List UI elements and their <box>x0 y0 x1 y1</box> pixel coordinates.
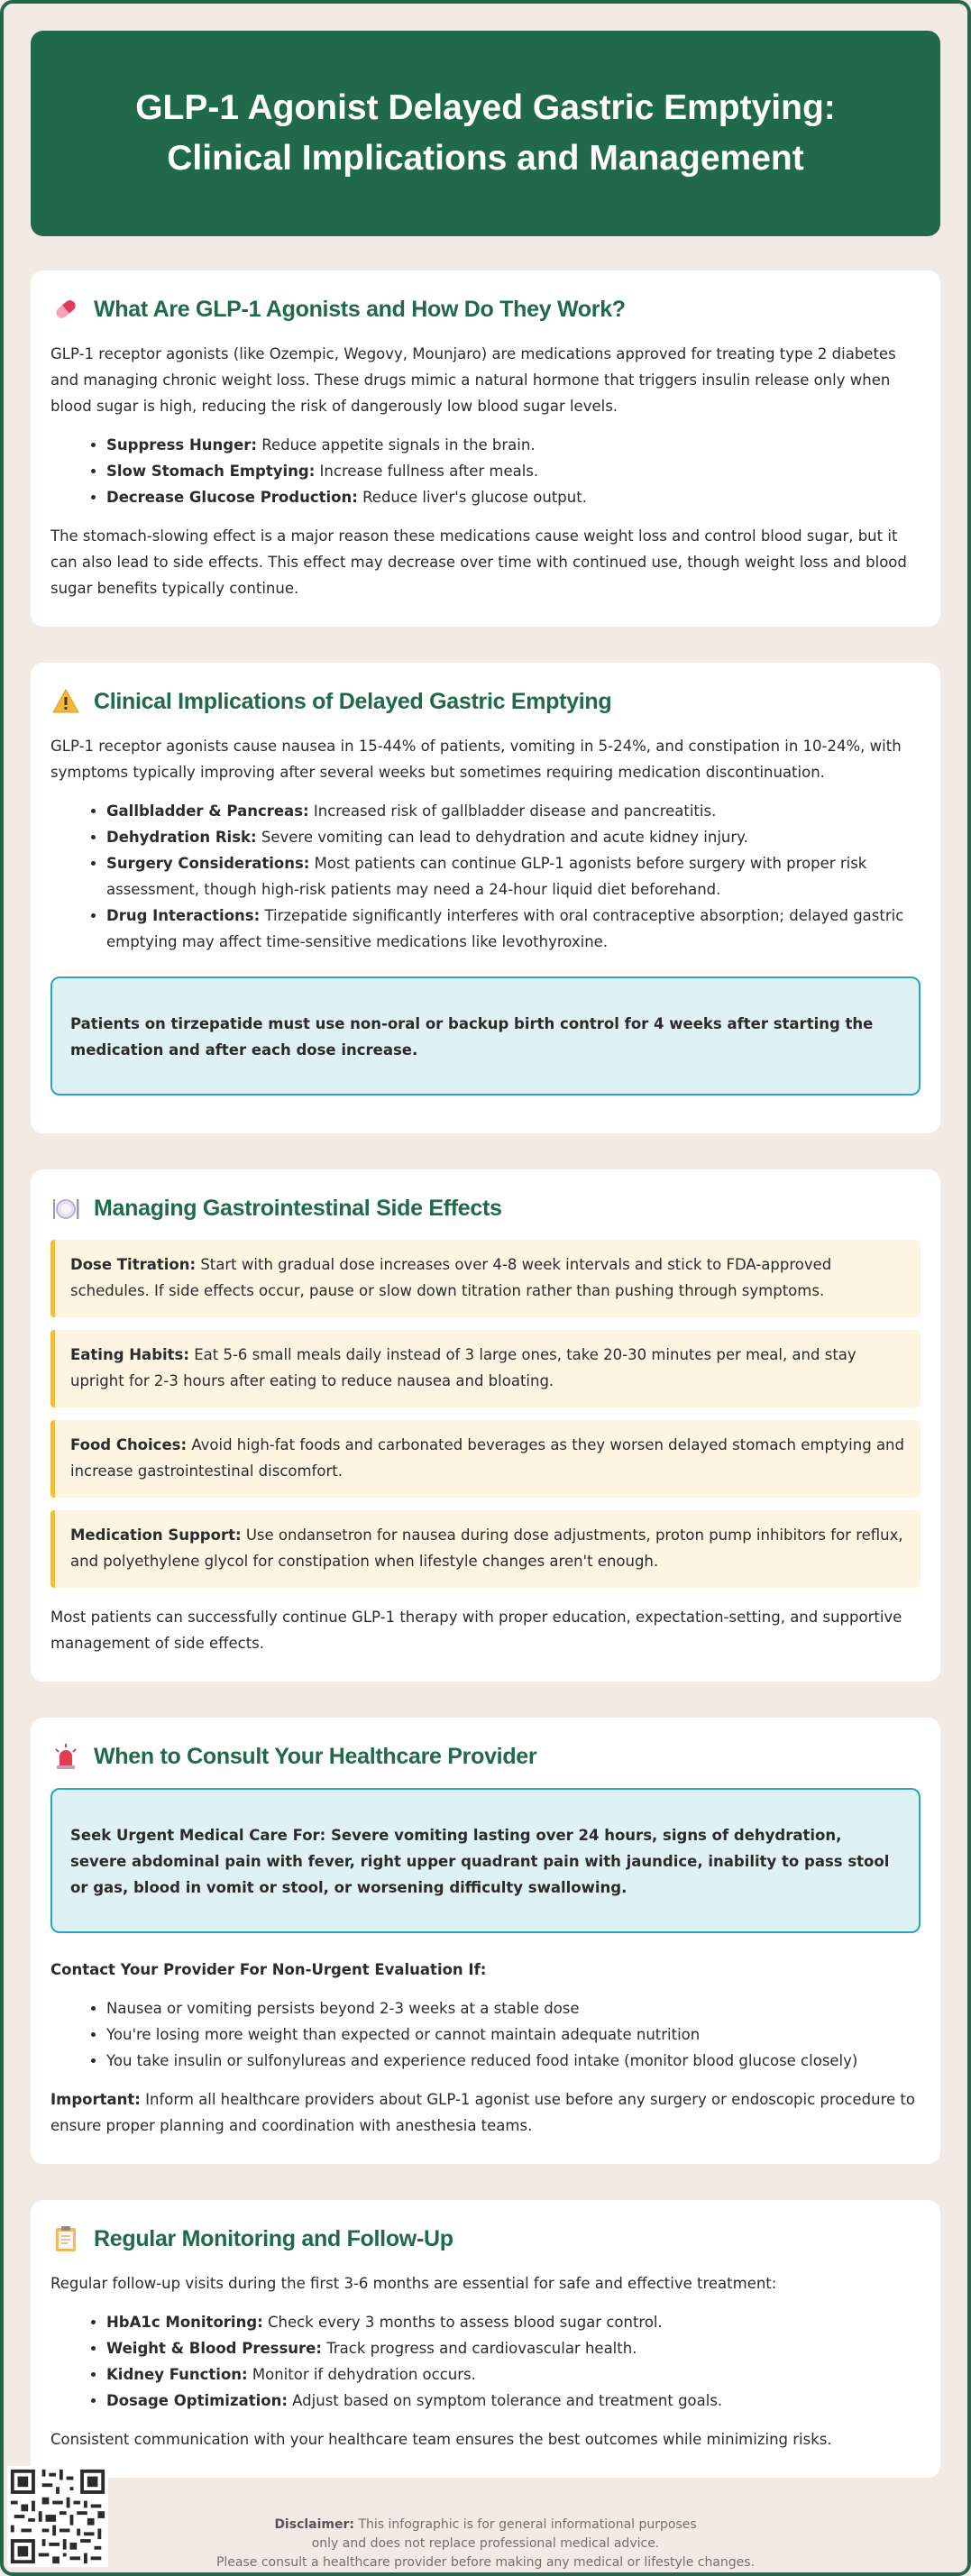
section-heading <box>50 2223 921 2254</box>
section-title: Clinical Implications of Delayed Gastric Emptying <box>94 688 612 714</box>
item-text: Check every 3 months to assess blood sugar control. <box>262 2314 663 2331</box>
disclaimer-line-2: only and does not replace professional medical advice. <box>311 2536 660 2551</box>
non-urgent-heading: Contact Your Provider For Non-Urgent Evaluation If: <box>50 1961 487 1978</box>
tip-text: Avoid high-fat foods and carbonated beverages as they worsen delayed stomach emptying and increase gastrointestinal discomfort. <box>70 1436 904 1480</box>
item-text: Reduce liver's glucose output. <box>357 489 587 506</box>
item-term: Weight & Blood Pressure: <box>106 2340 322 2357</box>
urgent-care-callout: Seek Urgent Medical Care For: Severe vomiting lasting over 24 hours, signs of dehydration, severe abdominal pain with fever, right upper quadrant pain with jaundice, inability to pass stool or gas, blood in vomit or stool, or worsening difficulty swallowing. <box>50 1788 921 1933</box>
tip-term: Dose Titration: <box>70 1256 197 1273</box>
section-consult <box>31 1718 940 2164</box>
important-label: Important: <box>50 2091 141 2108</box>
non-urgent-list <box>50 1995 921 2074</box>
tip-text: Eat 5-6 small meals daily instead of 3 large ones, take 20-30 minutes per meal, and stay upright for 2-3 hours after eating to reduce nausea and bloating. <box>70 1346 856 1389</box>
item-text: Monitor if dehydration occurs. <box>247 2366 476 2383</box>
tip-term: Eating Habits: <box>70 1346 189 1363</box>
implications-list <box>50 798 921 955</box>
clipboard-icon <box>50 2223 81 2254</box>
section-title: Managing Gastrointestinal Side Effects <box>94 1195 502 1221</box>
item-term: Dosage Optimization: <box>106 2392 288 2409</box>
item-term: Gallbladder & Pancreas: <box>106 802 309 820</box>
item-text: Adjust based on symptom tolerance and treatment goals. <box>287 2392 723 2409</box>
list-item <box>106 903 921 955</box>
infographic <box>31 31 940 2478</box>
section-intro: Regular follow-up visits during the first 3-6 months are essential for safe and effective treatment: <box>50 2275 777 2292</box>
item-text: Reduce appetite signals in the brain. <box>257 436 536 454</box>
warning-icon <box>50 686 81 717</box>
siren-icon <box>50 1741 81 1772</box>
section-title: When to Consult Your Healthcare Provider <box>94 1743 537 1769</box>
section-monitoring <box>31 2200 940 2478</box>
item-term: Suppress Hunger: <box>106 436 258 454</box>
tip-card <box>50 1330 921 1407</box>
section-intro: GLP-1 receptor agonists (like Ozempic, Wegovy, Mounjaro) are medications approved for treating type 2 diabetes and managing chronic weight loss. These drugs mimic a natural hormone that triggers insulin release only when blood sugar is high, reducing the risk of dangerously low blood sugar levels. <box>50 345 896 415</box>
list-item <box>106 484 921 510</box>
important-text: Inform all healthcare providers about GLP-1 agonist use before any surgery or endoscopic procedure to ensure proper planning and coordination with anesthesia teams. <box>50 2091 915 2134</box>
list-item <box>106 432 921 458</box>
list-item <box>106 824 921 850</box>
list-item <box>106 458 921 484</box>
disclaimer-text: This infographic is for general informational purposes <box>354 2517 697 2532</box>
tip-term: Medication Support: <box>70 1526 242 1544</box>
disclaimer-line-1 <box>0 2516 971 2535</box>
section-heading <box>50 686 921 717</box>
disclaimer-line-3: Please consult a healthcare provider before making any medical or lifestyle changes. <box>215 2555 756 2570</box>
tip-term: Food Choices: <box>70 1436 188 1453</box>
list-item <box>106 2309 921 2335</box>
list-item: • You take insulin or sulfonylureas and experience reduced food intake (monitor blood glucose closely) <box>106 2048 921 2074</box>
item-text: Most patients can continue GLP-1 agonists before surgery with proper risk assessment, though high-risk patients may need a 24-hour liquid diet beforehand. <box>106 855 867 898</box>
item-term: Decrease Glucose Production: <box>106 489 358 506</box>
item-text: Increased risk of gallbladder disease and pancreatitis. <box>308 802 717 820</box>
list-item <box>106 850 921 903</box>
section-outro: Consistent communication with your healthcare team ensures the best outcomes while minimizing risks. <box>50 2431 832 2448</box>
list-item <box>106 2388 921 2414</box>
tip-card <box>50 1510 921 1588</box>
monitoring-list <box>50 2309 921 2414</box>
item-term: Drug Interactions: <box>106 907 261 924</box>
item-term: HbA1c Monitoring: <box>106 2314 263 2331</box>
item-text: Track progress and cardiovascular health. <box>321 2340 637 2357</box>
item-text: Tirzepatide significantly interferes with oral contraceptive absorption; delayed gastric emptying may affect time-sensitive medications like levothyroxine. <box>106 907 904 950</box>
footer-disclaimer <box>0 2516 971 2572</box>
important-note <box>50 2086 921 2139</box>
section-heading <box>50 294 921 325</box>
section-clinical <box>31 663 940 1133</box>
list-item: • Nausea or vomiting persists beyond 2-3 weeks at a stable dose <box>106 1995 921 2021</box>
section-outro: Most patients can successfully continue GLP-1 therapy with proper education, expectation-setting, and supportive management of side effects. <box>50 1609 902 1652</box>
item-term: Slow Stomach Emptying: <box>106 463 316 480</box>
section-heading <box>50 1193 921 1224</box>
header-banner <box>31 31 940 236</box>
tip-text: Use ondansetron for nausea during dose adjustments, proton pump inhibitors for reflux, and polyethylene glycol for constipation when lifestyle changes aren't enough. <box>70 1526 903 1570</box>
section-heading <box>50 1741 921 1772</box>
section-title: Regular Monitoring and Follow-Up <box>94 2225 453 2251</box>
section-managing <box>31 1169 940 1682</box>
item-term: Kidney Function: <box>106 2366 248 2383</box>
list-item <box>106 2335 921 2361</box>
list-item <box>106 798 921 824</box>
tip-text: Start with gradual dose increases over 4-8 week intervals and stick to FDA-approved schedules. If side effects occur, pause or slow down titration rather than pushing through symptoms. <box>70 1256 832 1299</box>
tip-card <box>50 1240 921 1317</box>
plate-icon <box>50 1193 81 1224</box>
mechanism-list <box>50 432 921 510</box>
item-term: Surgery Considerations: <box>106 855 310 872</box>
contraception-callout: Patients on tirzepatide must use non-oral or backup birth control for 4 weeks after starting the medication and after each dose increase. <box>50 976 921 1095</box>
pill-icon <box>50 294 81 325</box>
section-title: What Are GLP-1 Agonists and How Do They Work? <box>94 296 626 322</box>
item-text: Severe vomiting can lead to dehydration and acute kidney injury. <box>256 829 748 846</box>
section-intro: GLP-1 receptor agonists cause nausea in 15-44% of patients, vomiting in 5-24%, and constipation in 10-24%, with symptoms typically improving after several weeks but sometimes requiring medication discontinuation. <box>50 738 902 781</box>
disclaimer-label: Disclaimer: <box>274 2517 354 2532</box>
list-item <box>106 2361 921 2388</box>
list-item: • You're losing more weight than expected or cannot maintain adequate nutrition <box>106 2021 921 2048</box>
item-term: Dehydration Risk: <box>106 829 257 846</box>
item-text: Increase fullness after meals. <box>315 463 539 480</box>
section-outro: The stomach-slowing effect is a major reason these medications cause weight loss and control blood sugar, but it can also lead to side effects. This effect may decrease over time with continued use, though weight loss and blood sugar benefits typically continue. <box>50 527 907 597</box>
section-what <box>31 270 940 627</box>
tip-card <box>50 1420 921 1498</box>
page-title: GLP-1 Agonist Delayed Gastric Emptying: Clinical Implications and Management <box>135 88 836 178</box>
